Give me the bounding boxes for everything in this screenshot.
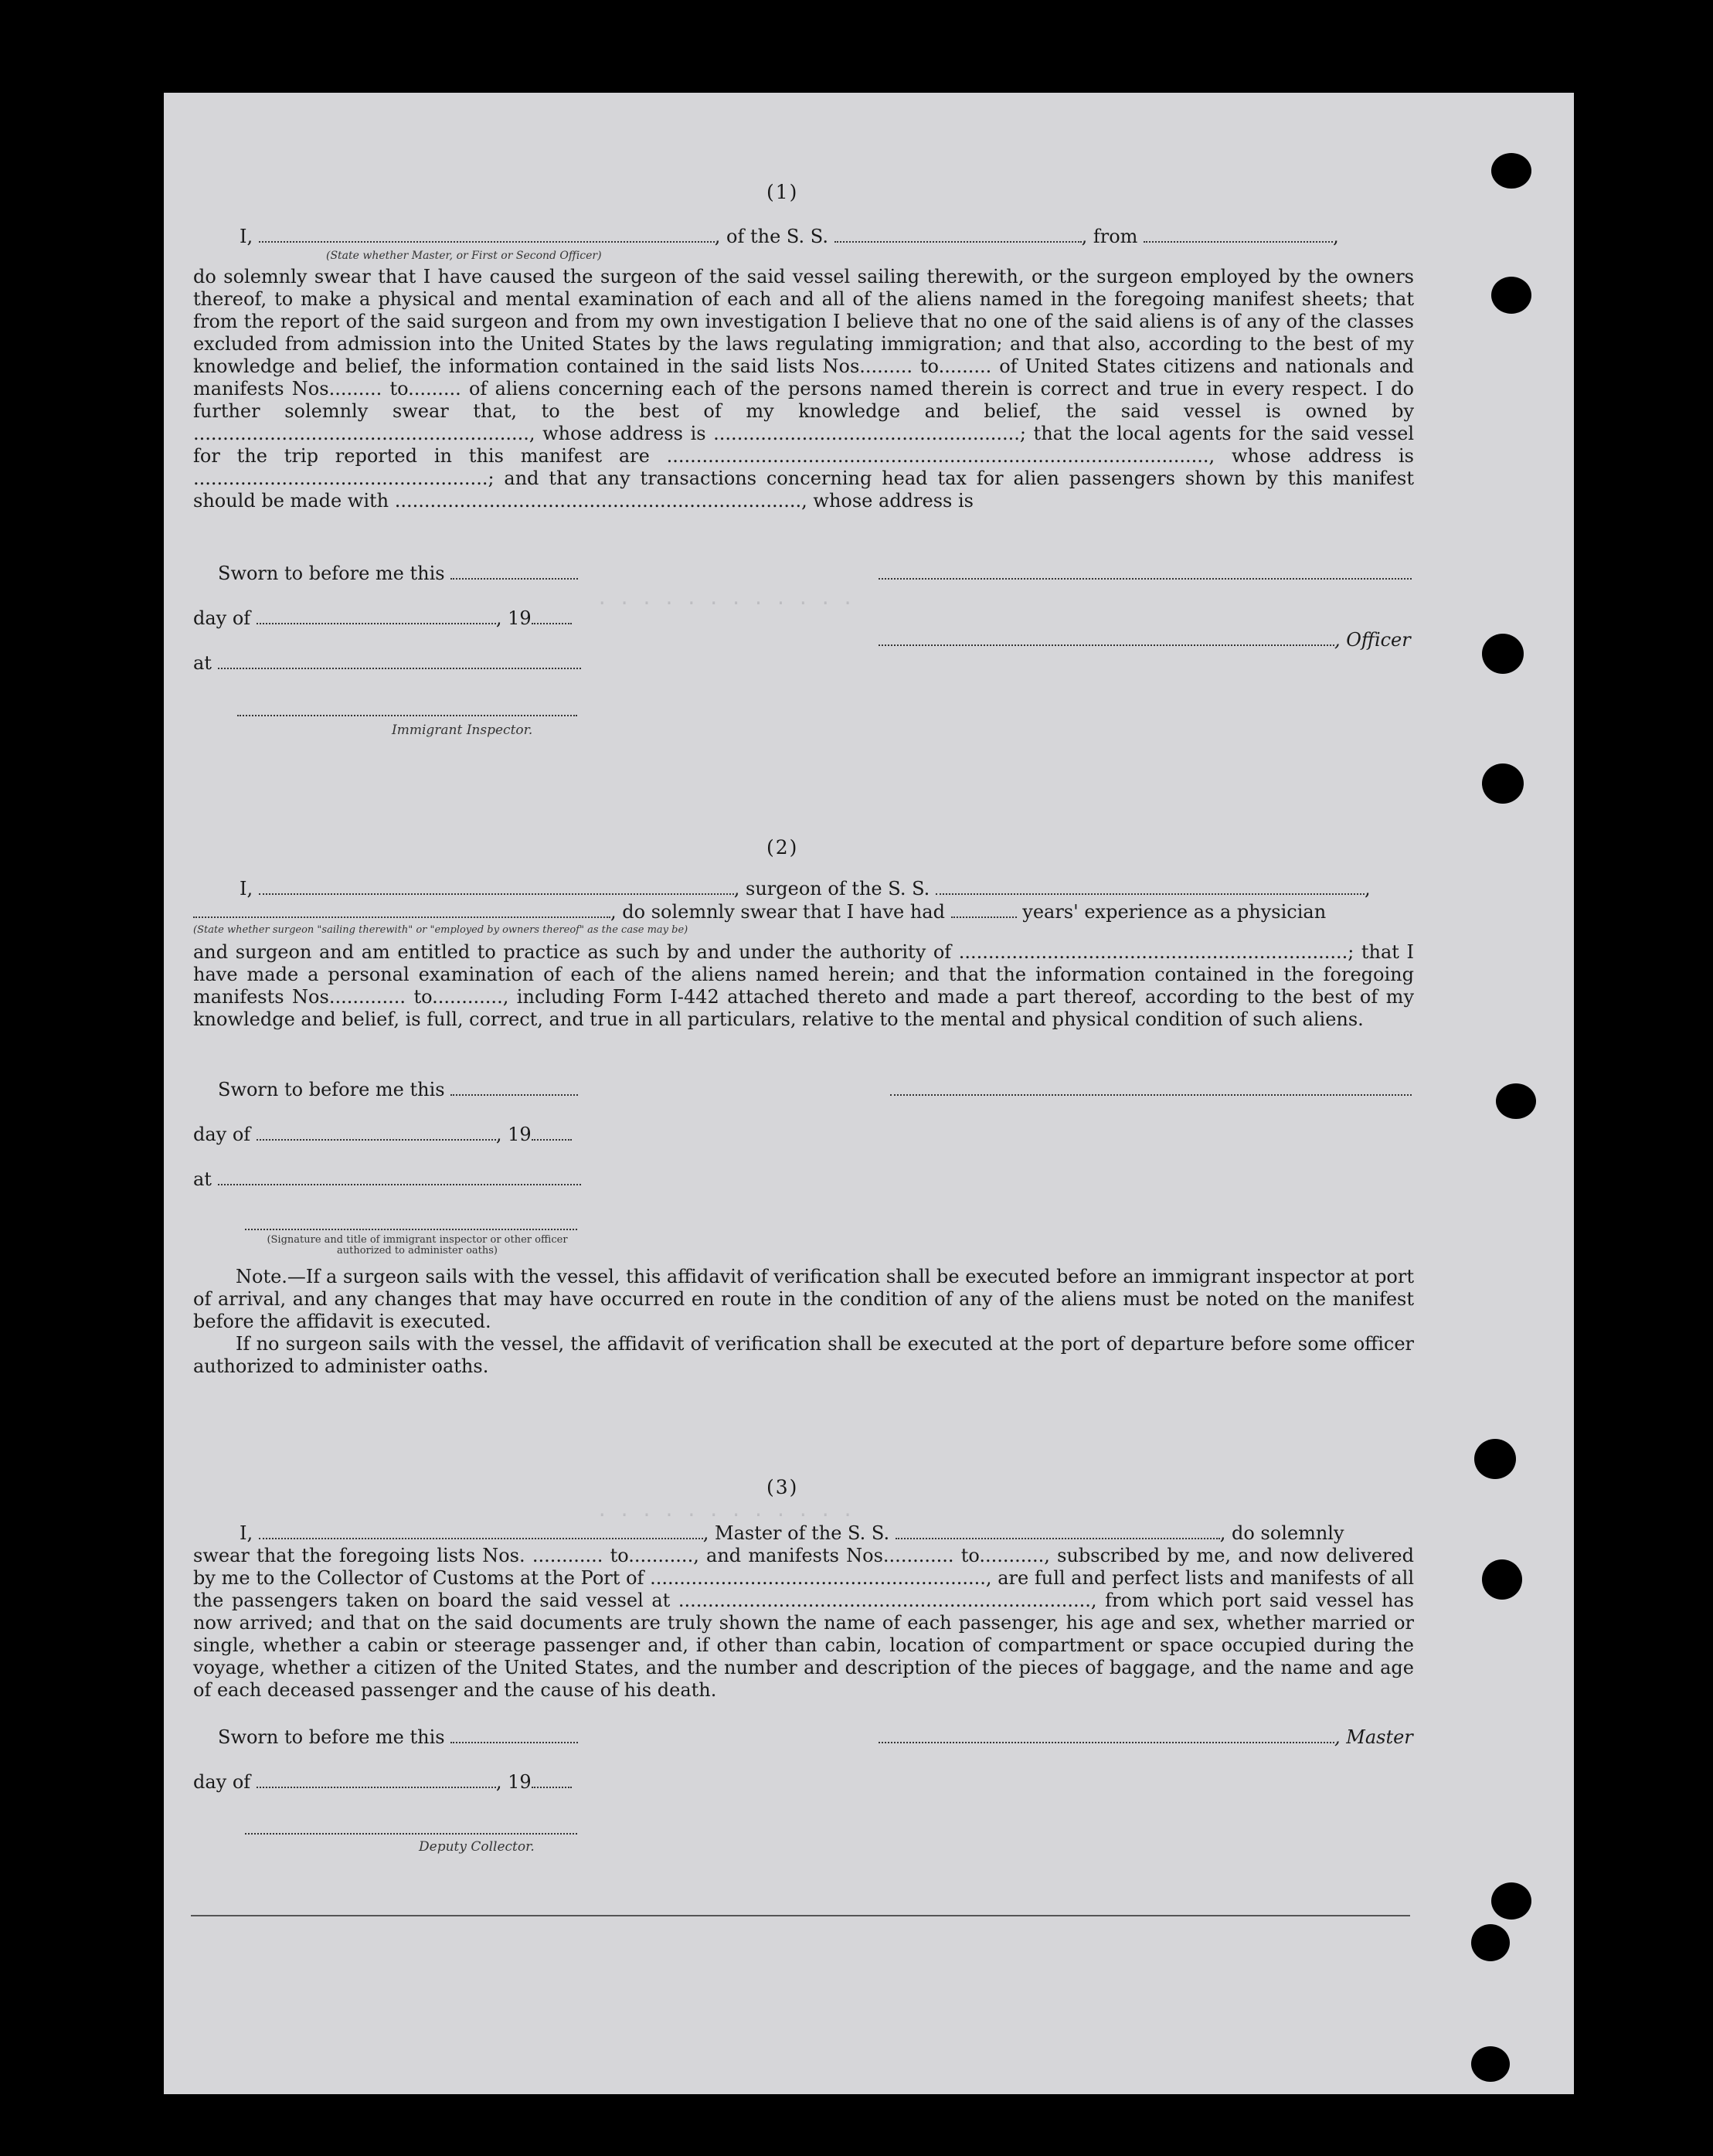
label-i: I,: [240, 226, 253, 247]
deputy-collector-label: Deputy Collector.: [419, 1839, 535, 1855]
section-2-note-1: Note.—If a surgeon sails with the vessel, this affidavit of verification shall be executed before an immigrant inspector at port of arrival, and any changes that may have occurred en route in the condition of any of the aliens must be noted on the manifest before the affidavit is executed.: [193, 1266, 1414, 1332]
label-from: , from: [1081, 226, 1138, 247]
label-at: at: [193, 652, 212, 674]
label-day-of: day of: [193, 607, 251, 629]
officer-name-field[interactable]: [259, 227, 715, 243]
label-i: I,: [240, 1522, 253, 1544]
label-do-solemnly: , do solemnly: [1219, 1522, 1344, 1544]
from-port-field[interactable]: [1144, 227, 1333, 243]
vessel-name-field[interactable]: [936, 879, 1365, 895]
label-nineteen: 19: [508, 1771, 532, 1793]
signature-line-1[interactable]: [879, 578, 1412, 580]
label-years-experience: years' experience as a physician: [1022, 901, 1327, 923]
surgeon-name-field[interactable]: [259, 879, 734, 895]
section-2-line-1: I, , surgeon of the S. S. ,: [240, 878, 1371, 899]
section-3-number: (3): [766, 1476, 799, 1498]
inspector-signature-line[interactable]: [245, 1229, 577, 1230]
year-field[interactable]: [532, 1773, 572, 1788]
label-nineteen: 19: [508, 607, 532, 629]
section-2-number: (2): [766, 836, 799, 859]
day-field[interactable]: [257, 609, 496, 624]
punch-hole: [1482, 1559, 1522, 1600]
punch-hole: [1496, 1083, 1536, 1119]
label-of-ss: , of the S. S.: [714, 226, 828, 247]
label-nineteen: 19: [508, 1124, 532, 1145]
bleed-through-text: . . . . . . . . . . . .: [596, 587, 854, 609]
day-line-3: day of , 19: [193, 1771, 572, 1794]
years-field[interactable]: [951, 903, 1017, 918]
bleed-through-text: . . . . . . . . . . . .: [596, 1499, 854, 1521]
master-signature-field[interactable]: [879, 1728, 1334, 1743]
section-2-note-2: If no surgeon sails with the vessel, the affidavit of verification shall be executed at the port of departure before some officer authorized to administer oaths.: [193, 1333, 1414, 1377]
sworn-date-field[interactable]: [450, 1728, 578, 1743]
label-sworn: Sworn to before me this: [218, 563, 445, 584]
surgeon-status-field[interactable]: [193, 903, 610, 918]
bottom-rule: [191, 1915, 1410, 1916]
signature-title-note: (Signature and title of immigrant inspector or other officer authorized to administer oaths): [267, 1234, 568, 1257]
label-do-solemnly: , do solemnly swear that I have had: [610, 901, 945, 923]
master-line: [879, 1726, 1413, 1749]
inspector-label: Immigrant Inspector.: [392, 723, 533, 738]
section-1-number: (1): [766, 181, 799, 203]
day-line-2: day of , 19: [193, 1124, 572, 1146]
section-2-line-2: [193, 901, 1326, 923]
label-at: at: [193, 1168, 212, 1190]
punch-hole: [1482, 634, 1524, 674]
place-field[interactable]: [218, 654, 581, 669]
label-master: , Master: [1334, 1726, 1413, 1748]
section-3-paragraph: swear that the foregoing lists Nos. ............ to..........., and manifests Nos............ to..........., subscribed by me, and now delivered by me to the Collector of Customs at the Port of ........................................................., are full and perfect lists and manifests of all the passengers taken on board the said vessel at ......................................................................, from which port said vessel has now arrived; and that on the said documents are truly shown the name of each passenger, his age and sex, whether married or single, whether a cabin or steerage passenger and, if other than cabin, location of compartment or space occupied during the voyage, whether a citizen of the United States, and the number and description of the pieces of baggage, and the name and age of each deceased passenger and the cause of his death.: [193, 1545, 1414, 1701]
punch-hole: [1491, 277, 1531, 314]
vessel-name-field[interactable]: [896, 1524, 1220, 1539]
sworn-line-2: [218, 1079, 578, 1101]
punch-hole: [1471, 2046, 1510, 2082]
collector-signature-line[interactable]: [245, 1833, 577, 1835]
officer-rank-note: (State whether Master, or First or Second Officer): [326, 250, 602, 262]
at-line-1: [193, 652, 581, 675]
day-line-1: day of , 19: [193, 607, 572, 630]
place-field[interactable]: [218, 1170, 581, 1185]
label-day-of: day of: [193, 1124, 251, 1145]
section-2-paragraph: and surgeon and am entitled to practice as such by and under the authority of ..................................................................; that I have made a personal examination of each of the aliens named herein; and that the information contained in the foregoing manifests Nos............. to............, including Form I-442 attached thereto and made a part thereof, according to the best of my knowledge and belief, is full, correct, and true in all particulars, relative to the mental and physical condition of such aliens.: [193, 941, 1414, 1030]
punch-hole: [1482, 763, 1524, 804]
label-master-of-ss: , Master of the S. S.: [702, 1522, 890, 1544]
section-3-line-1: [240, 1522, 1344, 1545]
officer-signature-field[interactable]: [879, 631, 1334, 646]
inspector-signature-line[interactable]: [237, 715, 577, 716]
label-officer: , Officer: [1334, 629, 1411, 651]
sworn-date-field[interactable]: [450, 564, 578, 580]
label-surgeon-of-ss: , surgeon of the S. S.: [733, 878, 930, 899]
section-1-line-1: I, , of the S. S. , from ,: [240, 226, 1339, 247]
label-sworn: Sworn to before me this: [218, 1079, 445, 1100]
year-field[interactable]: [532, 609, 572, 624]
day-field[interactable]: [257, 1773, 496, 1788]
punch-hole: [1471, 1924, 1510, 1961]
sworn-line-1: [218, 563, 578, 585]
label-day-of: day of: [193, 1771, 251, 1793]
form-page: [164, 93, 1574, 2094]
label-i: I,: [240, 878, 253, 899]
signature-line-2[interactable]: [890, 1094, 1412, 1096]
sworn-line-3: [218, 1726, 578, 1749]
punch-hole: [1491, 153, 1531, 189]
day-field[interactable]: [257, 1125, 496, 1141]
year-field[interactable]: [532, 1125, 572, 1141]
sworn-date-field[interactable]: [450, 1080, 578, 1096]
vessel-name-field[interactable]: [834, 227, 1082, 243]
officer-line: [879, 629, 1411, 651]
label-sworn: Sworn to before me this: [218, 1726, 445, 1748]
master-name-field[interactable]: [259, 1524, 703, 1539]
punch-hole: [1491, 1882, 1531, 1920]
section-1-paragraph: do solemnly swear that I have caused the surgeon of the said vessel sailing therewith, or the surgeon employed by the owners thereof, to make a physical and mental examination of each and all of the aliens named in the foregoing manifest sheets; that from the report of the said surgeon and from my own investigation I believe that no one of the said aliens is of any of the classes excluded from admission into the United States by the laws regulating immigration; and that also, according to the best of my knowledge and belief, the information contained in the said lists Nos......... to......... of United States citizens and nationals and manifests Nos......... to......... of aliens concerning each of the persons named therein is correct and true in every respect. I do further solemnly swear that, to the best of my knowledge and belief, the said vessel is owned by ........................................................., whose address is ....................................................; that the local agents for the said vessel for the trip reported in this manifest are ............................................................................................, whose address is ..................................................; and that any transactions concerning head tax for alien passengers shown by this manifest should be made with ....................................................................., whose address is: [193, 266, 1414, 512]
at-line-2: [193, 1168, 581, 1191]
surgeon-status-note: (State whether surgeon "sailing therewith" or "employed by owners thereof" as the case may be): [193, 924, 688, 936]
punch-hole: [1474, 1439, 1516, 1479]
